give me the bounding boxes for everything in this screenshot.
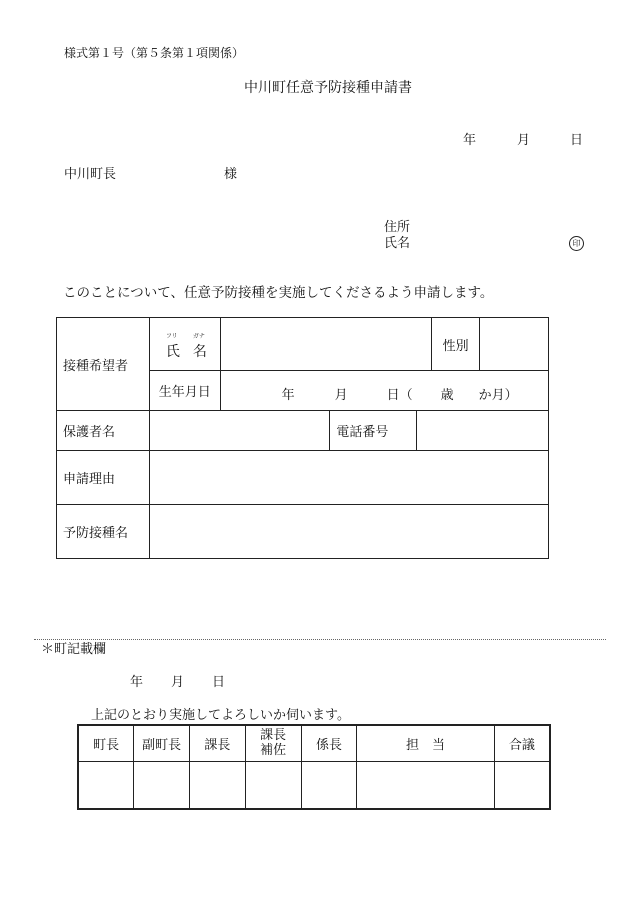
addressee-name: 中川町長 xyxy=(64,167,117,182)
name-label-shi: 氏 xyxy=(165,344,180,360)
reason-label: 申請理由 xyxy=(63,472,116,487)
reason-field[interactable] xyxy=(149,451,548,505)
guardian-label-cell xyxy=(57,411,150,451)
stamp-cell-consultation[interactable] xyxy=(494,761,550,809)
reason-label-cell xyxy=(57,451,150,505)
birth-year-label: 年 xyxy=(281,388,295,403)
col-head-consultation-label: 合議 xyxy=(508,737,535,753)
gender-label-cell xyxy=(432,318,480,371)
guardian-name-field[interactable] xyxy=(149,411,330,451)
age-months-label: か月） xyxy=(478,388,518,403)
col-head-section-chief-label: 課長 xyxy=(204,737,231,753)
col-head-deputy-mayor-label: 副町長 xyxy=(142,737,182,753)
request-text: このことについて、任意予防接種を実施してくださるよう申請します。 xyxy=(63,285,494,301)
application-table xyxy=(56,317,549,559)
town-section-heading: ＊町記載欄 xyxy=(41,642,107,657)
approval-table xyxy=(77,724,551,810)
stamp-cell-subsection-chief[interactable] xyxy=(301,761,357,809)
vaccine-label: 予防接種名 xyxy=(63,526,129,541)
phone-label: 電話番号 xyxy=(336,425,389,440)
vaccine-label-cell xyxy=(57,505,150,559)
col-head-assistant-chief-label: 課長 補佐 xyxy=(260,728,287,759)
addressee-honorific: 様 xyxy=(224,167,238,182)
birthdate-label: 生年月日 xyxy=(158,385,211,400)
birth-month-label: 月 xyxy=(334,388,348,403)
vaccine-field[interactable] xyxy=(149,505,548,559)
date-year-label: 年 xyxy=(463,133,477,148)
gender-label: 性別 xyxy=(442,338,469,354)
col-head-person-in-charge-label: 担 当 xyxy=(406,737,446,753)
furigana-gana: ガナ xyxy=(192,333,205,340)
stamp-cell-deputy-mayor[interactable] xyxy=(134,761,190,809)
col-head-assistant-chief xyxy=(245,725,301,761)
birthdate-label-cell xyxy=(149,371,220,411)
furigana-furi: フリ xyxy=(165,333,178,340)
address-label: 住所 xyxy=(384,220,411,235)
town-year-label: 年 xyxy=(130,675,144,690)
form-number: 様式第１号（第５条第１項関係） xyxy=(64,46,245,60)
col-head-subsection-chief xyxy=(301,725,357,761)
stamp-cell-section-chief[interactable] xyxy=(190,761,246,809)
date-day-label: 日 xyxy=(570,133,584,148)
guardian-label: 保護者名 xyxy=(63,425,116,440)
applicant-label: 接種希望者 xyxy=(63,358,129,374)
date-month-label: 月 xyxy=(517,133,531,148)
town-month-label: 月 xyxy=(171,675,185,690)
seal-mark xyxy=(569,236,584,251)
town-day-label: 日 xyxy=(212,675,226,690)
birth-day-label: 日（ xyxy=(386,388,413,403)
birthdate-field[interactable] xyxy=(220,371,548,411)
col-head-mayor xyxy=(78,725,134,761)
name-label-mei: 名 xyxy=(192,344,207,360)
approval-text: 上記のとおり実施してよろしいか伺います。 xyxy=(91,708,350,723)
applicant-label-cell xyxy=(57,318,150,411)
stamp-cell-person-in-charge[interactable] xyxy=(357,761,494,809)
col-head-mayor-label: 町長 xyxy=(93,737,120,753)
seal-icon: 印 xyxy=(569,236,584,251)
applicant-name-label: 氏名 xyxy=(384,236,411,251)
applicant-name-field[interactable] xyxy=(220,318,432,371)
phone-field[interactable] xyxy=(417,411,549,451)
age-years-label: 歳 xyxy=(440,388,454,403)
phone-label-cell xyxy=(330,411,417,451)
col-head-person-in-charge xyxy=(357,725,494,761)
col-head-deputy-mayor xyxy=(134,725,190,761)
col-head-consultation xyxy=(494,725,550,761)
stamp-cell-assistant-chief[interactable] xyxy=(245,761,301,809)
form-title: 中川町任意予防接種申請書 xyxy=(244,80,412,96)
name-label-cell xyxy=(149,318,220,371)
stamp-cell-mayor[interactable] xyxy=(78,761,134,809)
col-head-subsection-chief-label: 係長 xyxy=(315,737,342,753)
gender-field[interactable] xyxy=(480,318,549,371)
section-divider xyxy=(34,639,606,640)
col-head-section-chief xyxy=(190,725,246,761)
